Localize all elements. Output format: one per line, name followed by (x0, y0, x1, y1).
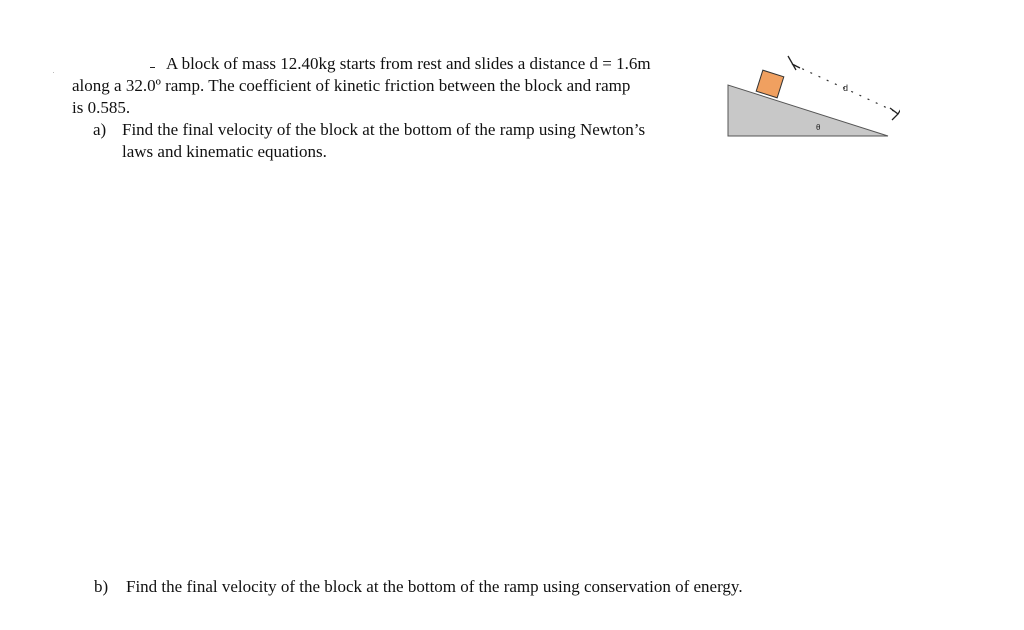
problem-intro-line-3: is 0.585. (72, 98, 131, 117)
distance-label: d (843, 83, 849, 93)
problem-intro-line-2: along a 32.0º ramp. The coefficient of kinetic friction between the block and ramp (72, 76, 631, 95)
part-b-text: Find the final velocity of the block at the bottom of the ramp using conservation of energy. (126, 577, 743, 596)
part-a-text-line-2: laws and kinematic equations. (122, 142, 327, 161)
part-b-label: b) (94, 577, 109, 596)
problem-intro-line-1: A block of mass 12.40kg starts from rest and slides a distance d = 1.6m (166, 54, 651, 73)
distance-end-arrow (890, 104, 900, 120)
stray-dot (53, 72, 54, 73)
part-a-label: a) (93, 120, 107, 139)
angle-label: θ (816, 123, 821, 132)
ramp-triangle (728, 85, 888, 136)
distance-start-arrow (788, 56, 800, 70)
stray-tick-mark (150, 67, 155, 68)
part-a-text-line-1: Find the final velocity of the block at the bottom of the ramp using Newton’s (122, 120, 646, 139)
ramp-diagram (720, 40, 900, 140)
block (756, 70, 784, 98)
